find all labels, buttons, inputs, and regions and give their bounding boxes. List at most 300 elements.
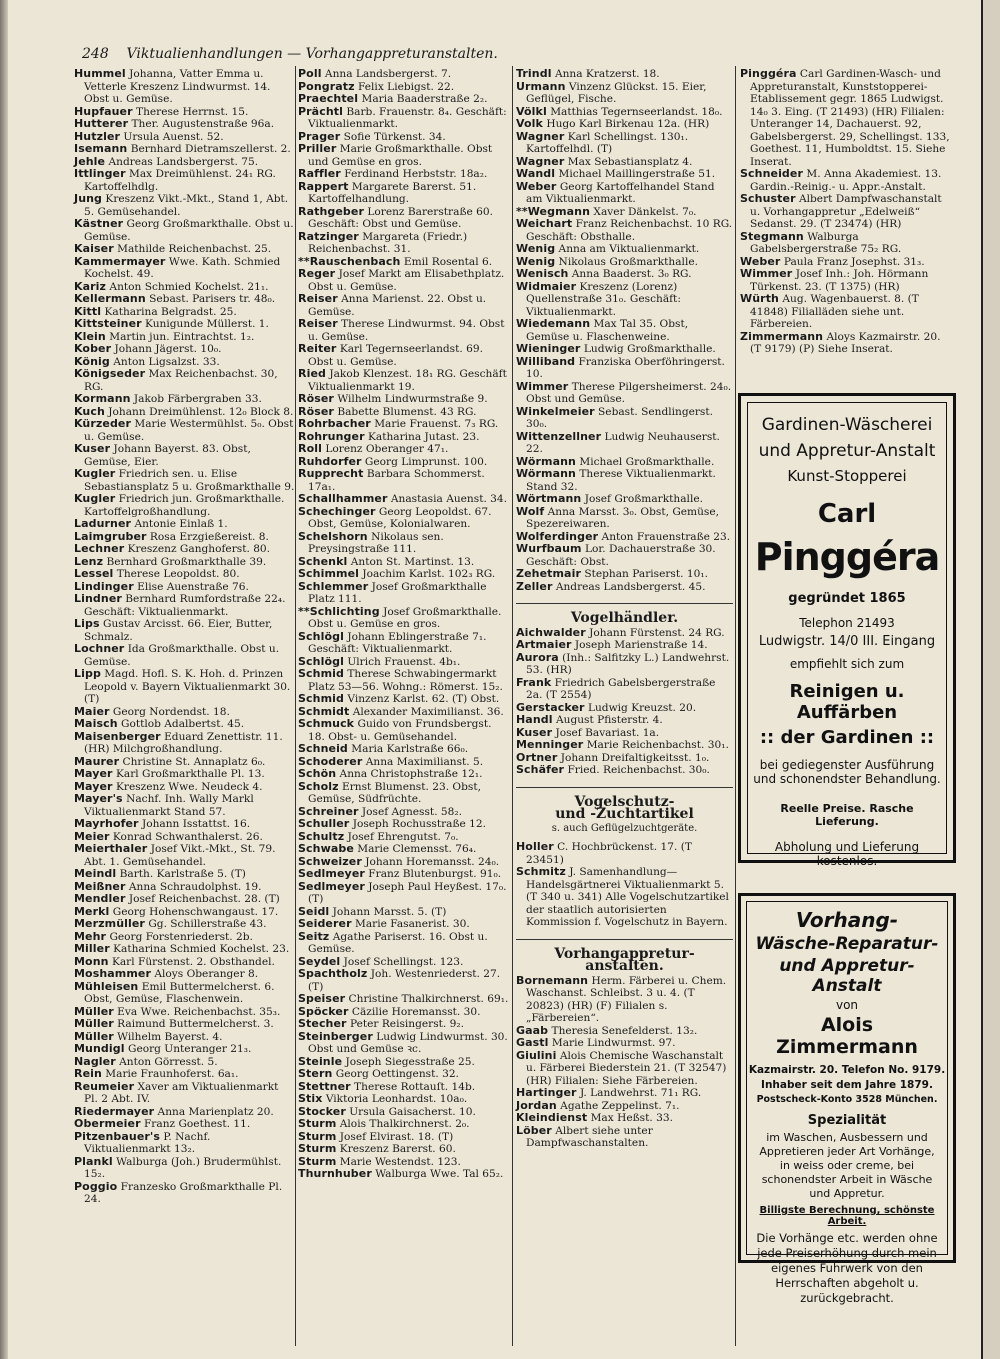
entry-details: Anna Baaderst. 3₀ RG. bbox=[568, 268, 692, 280]
directory-entry bbox=[74, 618, 295, 643]
entry-surname: Pongratz bbox=[298, 79, 355, 93]
ad-line: Billigste Berechnung, schönste Arbeit. bbox=[759, 1205, 935, 1227]
entry-surname: Wimmer bbox=[516, 379, 569, 393]
entry-surname: Müller bbox=[74, 1004, 114, 1018]
entry-details: Kreszenz Barerst. 60. bbox=[336, 1143, 456, 1155]
directory-entry bbox=[298, 606, 510, 631]
entry-surname: Steinberger bbox=[298, 1029, 373, 1043]
entry-surname: Rohrunger bbox=[298, 429, 365, 443]
entry-surname: Müller bbox=[74, 1017, 114, 1030]
directory-entry bbox=[516, 543, 733, 568]
entry-details: Anton Görresst. 5. bbox=[115, 1055, 218, 1068]
entry-surname: Kormann bbox=[74, 392, 131, 405]
entry-surname: Wenig bbox=[516, 254, 556, 268]
directory-entry bbox=[74, 731, 295, 756]
entry-surname: Schmitz bbox=[516, 865, 566, 878]
directory-entry bbox=[740, 193, 955, 231]
entry-surname: Scholz bbox=[298, 779, 339, 793]
entry-details: Jakob Färbergraben 33. bbox=[130, 393, 262, 405]
entry-surname: Stocker bbox=[298, 1104, 346, 1118]
entry-surname: Röser bbox=[298, 392, 334, 405]
entry-details: Joachim Karlst. 102₃ RG. bbox=[359, 568, 496, 580]
entry-surname: Schmid bbox=[298, 667, 344, 680]
directory-entry bbox=[74, 1056, 295, 1069]
entry-details: Ernst Blumenst. 23. Obst, Gemüse, Südfrüchte. bbox=[308, 780, 481, 805]
entry-surname: Rein bbox=[74, 1067, 102, 1080]
entry-surname: Ladurner bbox=[74, 517, 132, 530]
entry-surname: Kugler bbox=[74, 467, 116, 480]
entry-surname: Seiderer bbox=[298, 917, 352, 930]
section-title-line: anstalten. bbox=[585, 958, 664, 974]
entry-surname: Völkl bbox=[516, 104, 547, 118]
entry-details: Emil Rosental 6. bbox=[400, 255, 493, 268]
entry-surname: Kleindienst bbox=[516, 1111, 588, 1124]
entry-details: Christine St. Annaplatz 6₀. bbox=[119, 755, 266, 768]
entry-details: Anna Schraudolphst. 19. bbox=[125, 880, 262, 893]
directory-entry bbox=[298, 143, 510, 168]
entry-surname: Lochner bbox=[74, 642, 125, 655]
entry-surname: Kellermann bbox=[74, 292, 146, 305]
entry-details: Albert siehe unter Dampfwaschanstalten. bbox=[526, 1124, 653, 1149]
entry-details: Marie Fasanerist. 30. bbox=[351, 918, 470, 930]
entry-details: Theresia Senefelderst. 13₂. bbox=[548, 1024, 698, 1037]
entry-surname: Jehle bbox=[74, 154, 106, 168]
entry-surname: Hutzler bbox=[74, 129, 121, 143]
directory-entry bbox=[516, 975, 733, 1025]
entry-surname: Spachtholz bbox=[298, 967, 368, 980]
section-title-line: Vorhangappretur- bbox=[554, 945, 695, 962]
directory-entry bbox=[298, 268, 510, 293]
entry-details: Cäzilie Horemansst. 30. bbox=[348, 1005, 481, 1018]
entry-surname: Zehetmair bbox=[516, 567, 581, 580]
entry-surname: Praechtel bbox=[298, 92, 359, 105]
ad-line: Reelle Preise. Rasche Lieferung. bbox=[780, 802, 914, 828]
column-divider bbox=[512, 66, 513, 1346]
column-divider bbox=[735, 66, 736, 1346]
directory-entry bbox=[298, 531, 510, 556]
entry-surname: Rathgeber bbox=[298, 204, 364, 218]
entry-details: Margarete Barerst. 51. Kartoffelhandlung. bbox=[308, 180, 477, 205]
directory-entry bbox=[516, 1125, 733, 1150]
entry-surname: Plankl bbox=[74, 1154, 113, 1168]
entry-surname: Ortner bbox=[516, 750, 558, 764]
directory-entry bbox=[74, 493, 295, 518]
entry-surname: Rohrbacher bbox=[298, 417, 371, 430]
entry-surname: Kürzeder bbox=[74, 417, 132, 430]
entry-details: Marie Lindwurmst. 97. bbox=[548, 1037, 676, 1049]
ad-line: bei gediegenster Ausführung bbox=[759, 758, 935, 772]
directory-entry bbox=[298, 106, 510, 131]
entry-surname: Roll bbox=[298, 442, 322, 455]
entry-details: Anna Marsst. 3₀. Obst, Gemüse, Spezereiwaren. bbox=[526, 505, 719, 530]
entry-details: Therese Rottauſt. 14b. bbox=[350, 1080, 476, 1093]
entry-details: Alois Chemische Waschanstalt u. Färberei Biederstein 21. (T 32547) (HR) Filialen: Siehe Färbereien. bbox=[526, 1049, 727, 1087]
entry-details: Friedrich jun. Großmarkthalle. Kartoffelgroßhandlung. bbox=[84, 493, 285, 518]
entry-details: August Pfisterstr. 4. bbox=[552, 714, 663, 726]
entry-details: Raimund Buttermelcherst. 3. bbox=[113, 1018, 274, 1030]
directory-entry bbox=[74, 318, 295, 331]
entry-details: Gg. Schillerstraße 43. bbox=[144, 918, 267, 930]
entry-surname: Wenig bbox=[516, 242, 556, 255]
directory-entry bbox=[74, 418, 295, 443]
entry-surname: Schlögl bbox=[298, 654, 344, 668]
entry-surname: Pinggéra bbox=[740, 67, 797, 80]
entry-details: Georg Unteranger 21₃. bbox=[124, 1043, 252, 1055]
entry-surname: Sedlmeyer bbox=[298, 867, 365, 880]
entry-details: Ursula Gaisacherst. 10. bbox=[345, 1105, 476, 1118]
vogelschutz-entries bbox=[516, 841, 733, 929]
entry-surname: Bornemann bbox=[516, 973, 589, 987]
entry-surname: Priller bbox=[298, 142, 337, 155]
vorhang-entries bbox=[516, 975, 733, 1150]
entry-details: Barb. Frauenstr. 8₄. Geschäft: Viktualienmarkt. bbox=[308, 105, 507, 130]
entry-details: Johann Horemansst. 24₀. bbox=[361, 855, 500, 868]
entry-details: Anton Schmied Kochelst. 21₁. bbox=[106, 280, 269, 293]
directory-entry bbox=[74, 443, 295, 468]
entry-details: Michael Maillingerstraße 51. bbox=[555, 168, 716, 180]
entry-surname: Gastl bbox=[516, 1036, 549, 1049]
entry-surname: Prächtl bbox=[298, 104, 343, 118]
entry-surname: Kittsteiner bbox=[74, 317, 142, 330]
entry-surname: Gerstacker bbox=[516, 700, 585, 714]
entry-surname: Miller bbox=[74, 942, 110, 955]
ad-line: und Appretur-Anstalt bbox=[758, 441, 936, 461]
entry-details: Elise Auenstraße 76. bbox=[133, 580, 249, 593]
entry-details: Barbara Schommerst. 17a₁. bbox=[308, 468, 485, 493]
entry-surname: Wittenzellner bbox=[516, 429, 602, 443]
directory-entry bbox=[74, 1081, 295, 1106]
section-rule bbox=[516, 939, 733, 940]
entry-surname: Aichwalder bbox=[516, 625, 586, 639]
entry-surname: Ittlinger bbox=[74, 167, 126, 180]
entry-details: Karl Schellingst. 130₁. Kartoffelhdl. (T) bbox=[526, 130, 689, 155]
entry-details: Ida Großmarkthalle. Obst u. Gemüse. bbox=[84, 643, 280, 668]
entry-surname: Lenz bbox=[74, 554, 104, 568]
entry-details: Johann Dreimühlenst. 12₀ Block 8. bbox=[104, 405, 294, 418]
entry-surname: Merkl bbox=[74, 904, 110, 918]
entry-surname: Mayrhofer bbox=[74, 817, 139, 830]
entry-surname: Schuster bbox=[740, 192, 796, 205]
entry-details: Georg Kartoffelhandel Stand am Viktualienmarkt. bbox=[526, 180, 715, 205]
entry-surname: Schallhammer bbox=[298, 492, 388, 505]
entry-details: Babette Blumenst. 43 RG. bbox=[333, 405, 477, 418]
entry-details: Ulrich Frauenst. 4b₁. bbox=[343, 655, 461, 668]
entry-details: Bernhard Großmarkthalle 39. bbox=[103, 555, 267, 568]
entry-details: Vinzenz Karlst. 62. (T) Obst. bbox=[343, 693, 500, 705]
entry-details: Anna Maximilianst. 5. bbox=[362, 755, 484, 768]
directory-entry bbox=[74, 793, 295, 818]
entry-details: Anna Marienplatz 20. bbox=[154, 1105, 274, 1118]
entry-details: J. Samenhandlung—Handelsgärtnerei Viktualienmarkt 5. (T 340 u. 341) Alle Vogelschutzartikel der staatlich autorisierten Kommission f. Vogelschutz in Bayern. bbox=[526, 866, 729, 928]
entry-details: Max Reichenbachst. 30, RG. bbox=[84, 368, 278, 393]
entry-surname: Trindl bbox=[516, 67, 552, 80]
directory-entry bbox=[298, 231, 510, 256]
entry-details: Magd. Hofl. S. K. Hoh. d. Prinzen Leopold v. Bayern Viktualienmarkt 30. (T) bbox=[84, 668, 291, 705]
entry-surname: Wörtmann bbox=[516, 492, 582, 505]
entry-surname: Zeller bbox=[516, 579, 553, 593]
entry-details: Alexander Maximilianst. 36. bbox=[349, 705, 504, 718]
entry-details: Joseph Rochusstraße 12. bbox=[349, 818, 487, 830]
ad-line: Postscheck-Konto 3528 München. bbox=[756, 1094, 938, 1105]
entry-surname: Kariz bbox=[74, 279, 107, 293]
entry-surname: Schmuck bbox=[298, 717, 355, 730]
entry-surname: Poll bbox=[298, 67, 322, 80]
entry-details: Maria Karlstraße 66₀. bbox=[347, 743, 469, 755]
entry-surname: Weichart bbox=[516, 217, 573, 230]
entry-surname: Wenisch bbox=[516, 267, 569, 280]
entry-surname: Gaab bbox=[516, 1023, 549, 1037]
directory-entry bbox=[298, 368, 510, 393]
entry-details: Andreas Landsbergerst. 75. bbox=[105, 155, 259, 168]
entry-details: Ther. Augustenstraße 96a. bbox=[128, 118, 275, 130]
entry-details: Max Tal 35. Obst, Gemüse u. Flaschenweine. bbox=[526, 318, 689, 343]
directory-entry bbox=[516, 318, 733, 343]
entry-details: Franz Reichenbachst. 10 RG. Geschäft: Obsthalle. bbox=[526, 218, 733, 243]
entry-surname: Lips bbox=[74, 617, 100, 630]
entry-details: Georg Forstenriederst. 2b. bbox=[106, 930, 253, 943]
entry-details: Ferdinand Herbststr. 18a₂. bbox=[340, 168, 488, 180]
entry-surname: Ratzinger bbox=[298, 229, 359, 243]
entry-surname: Hupfauer bbox=[74, 104, 133, 118]
entry-details: Christine Thalkirchnerst. 69₁. bbox=[345, 993, 509, 1005]
entry-surname: Raffler bbox=[298, 167, 341, 180]
entry-surname: Stix bbox=[298, 1092, 323, 1105]
entry-surname: **Rauschenbach bbox=[298, 254, 401, 268]
section-title-vorhang bbox=[516, 945, 733, 974]
entry-details: Barth. Karlstraße 5. (T) bbox=[116, 868, 246, 880]
entry-details: Guido von Frundsbergst. 18. Obst- u. Gemüsehandel. bbox=[308, 718, 492, 743]
directory-entry bbox=[516, 131, 733, 156]
entry-details: Kreszenz Ganghoferst. 80. bbox=[124, 543, 271, 555]
entry-details: Georg Leopoldst. 67. Obst, Gemüse, Kolonialwaren. bbox=[308, 505, 492, 530]
ad-line: Kazmairstr. 20. Telefon No. 9179. bbox=[748, 1064, 946, 1076]
entry-surname: Thurnhuber bbox=[298, 1167, 372, 1180]
entry-surname: Isemann bbox=[74, 142, 128, 155]
directory-entry bbox=[298, 318, 510, 343]
entry-details: Hugo Karl Birkenau 12a. (HR) bbox=[542, 118, 710, 130]
entry-surname: Maier bbox=[74, 704, 110, 718]
entry-details: Wilhelm Lindwurmstraße 9. bbox=[333, 393, 488, 405]
entry-details: Franzesko Großmarkthalle Pl. 24. bbox=[84, 1180, 283, 1205]
entry-surname: Steinle bbox=[298, 1054, 343, 1068]
entry-surname: Hutterer bbox=[74, 117, 129, 130]
entry-details: Walburga (Joh.) Brudermühlst. 15₂. bbox=[84, 1155, 282, 1180]
entry-details: Marie Westendst. 123. bbox=[336, 1155, 461, 1168]
directory-entry bbox=[298, 1031, 510, 1056]
entry-surname: Mayer bbox=[74, 779, 113, 793]
vogelhaendler-entries bbox=[516, 627, 733, 777]
advertisement-zimmermann bbox=[738, 893, 956, 1305]
entry-details: Matthias Tegernseerlandst. 18₀. bbox=[546, 105, 723, 118]
directory-entry bbox=[516, 218, 733, 243]
entry-details: Sebast. Sendlingerst. 30₀. bbox=[526, 405, 713, 430]
entry-details: Anna Landsbergerst. 7. bbox=[321, 68, 452, 80]
entry-details: Konrad Schwanthalerst. 26. bbox=[109, 830, 263, 843]
ad-line: und Appretur-Anstalt bbox=[779, 956, 915, 996]
entry-details: Ludwig Großmarkthalle. bbox=[580, 343, 716, 355]
directory-entry bbox=[74, 168, 295, 193]
entry-surname: Weber bbox=[516, 179, 557, 193]
next-page-edge bbox=[981, 0, 1000, 1359]
directory-entry bbox=[516, 493, 733, 506]
page-number: 248 bbox=[82, 46, 109, 62]
entry-surname: Würth bbox=[740, 292, 779, 305]
entry-details: Anna Christophstraße 12₁. bbox=[336, 768, 483, 780]
entry-details: Nachf. Inh. Wally Markl Viktualienmarkt Stand 57. bbox=[84, 793, 254, 818]
entry-details: Ludwig Neuhauserst. 22. bbox=[526, 430, 720, 455]
directory-entry bbox=[516, 81, 733, 106]
entry-details: Joseph Paul Heyßest. 17₀. (T) bbox=[308, 880, 507, 905]
entry-details: Therese Viktualienmarkt. Stand 32. bbox=[526, 468, 716, 493]
entry-surname: Sturm bbox=[298, 1154, 337, 1168]
directory-entry bbox=[516, 506, 733, 531]
entry-details: Margareta (Friedr.) Reichenbachst. 31. bbox=[308, 230, 468, 255]
entry-surname: Wimmer bbox=[740, 267, 793, 280]
entry-surname: Speiser bbox=[298, 992, 346, 1005]
entry-surname: Schön bbox=[298, 767, 337, 780]
entry-details: Josef Markt am Elisabethplatz. Obst u. Gemüse. bbox=[308, 268, 505, 293]
entry-surname: Kuser bbox=[516, 725, 553, 739]
directory-entry bbox=[74, 393, 295, 406]
entry-details: Johann Marsst. 5. (T) bbox=[329, 905, 447, 918]
entry-surname: Widmaier bbox=[516, 279, 577, 293]
entry-surname: Kugler bbox=[74, 492, 116, 505]
section-rule bbox=[516, 787, 733, 788]
entry-surname: Kästner bbox=[74, 217, 124, 230]
directory-entry bbox=[74, 1181, 295, 1206]
entry-surname: Monn bbox=[74, 954, 109, 968]
page-header bbox=[82, 46, 498, 62]
entry-surname: Stern bbox=[298, 1067, 333, 1080]
entry-surname: Weber bbox=[740, 254, 781, 268]
entry-details: Aloys Kazmairstr. 20. (T 9179) (P) Siehe Inserat. bbox=[750, 330, 941, 355]
entry-details: Johann Dreifaltigkeitsst. 1₀. bbox=[557, 751, 710, 764]
ad-line: Vorhang- bbox=[795, 908, 899, 932]
entry-details: Peter Reisingerst. 9₂. bbox=[346, 1018, 465, 1030]
entry-details: Josef Elvirast. 18. (T) bbox=[336, 1130, 454, 1143]
entry-surname: Handl bbox=[516, 713, 553, 726]
directory-entry bbox=[298, 181, 510, 206]
entry-surname: Schweizer bbox=[298, 854, 362, 868]
directory-entry bbox=[298, 1081, 510, 1094]
directory-entry bbox=[298, 431, 510, 444]
column-4 bbox=[740, 68, 955, 356]
directory-entry bbox=[298, 668, 510, 693]
entry-details: (Inh.: Salfitzky L.) Landwehrst. 53. (HR) bbox=[526, 651, 730, 676]
entry-surname: Schwabe bbox=[298, 842, 354, 855]
entry-details: Anton St. Martinst. 13. bbox=[347, 555, 475, 568]
entry-details: Marie Großmarkthalle. Obst und Gemüse en gros. bbox=[308, 143, 493, 168]
entry-surname: Seitz bbox=[298, 929, 330, 943]
entry-surname: Pitzenbauer's bbox=[74, 1129, 161, 1143]
directory-entry bbox=[74, 843, 295, 868]
entry-surname: Meißner bbox=[74, 879, 126, 893]
entry-surname: Schmid bbox=[298, 692, 344, 705]
entry-surname: Moshammer bbox=[74, 967, 152, 980]
entry-surname: Spöcker bbox=[298, 1004, 349, 1018]
column-3 bbox=[516, 68, 733, 1150]
section-title-vogelschutz bbox=[516, 793, 733, 822]
entry-surname: Reiser bbox=[298, 317, 338, 330]
entry-surname: Schelshorn bbox=[298, 529, 368, 543]
directory-entry bbox=[298, 206, 510, 231]
entry-details: Anton Ligsalzst. 33. bbox=[109, 355, 220, 368]
entry-details: Josef Großmarkthalle. Obst u. Gemüse en gros. bbox=[308, 605, 502, 630]
directory-entry bbox=[740, 68, 955, 168]
entry-details: Georg Großmarkthalle. Obst u. Gemüse. bbox=[84, 218, 294, 243]
entry-details: Georg Nordendst. 18. bbox=[109, 705, 230, 718]
entry-surname: Frank bbox=[516, 675, 552, 689]
ad-line: und schonendster Behandlung. bbox=[753, 772, 941, 786]
entry-details: Andreas Landsbergerst. 45. bbox=[552, 580, 706, 593]
entry-details: C. Hochbrückenst. 17. (T 23451) bbox=[526, 841, 692, 866]
entry-details: Albert Dampfwaschanstalt u. Vorhangappretur „Edelweiß“ Sedanst. 29. (T 23474) (HR) bbox=[750, 193, 942, 230]
entry-surname: Stettner bbox=[298, 1079, 351, 1093]
entry-surname: Maurer bbox=[74, 754, 120, 768]
directory-entry bbox=[516, 106, 733, 119]
directory-entry bbox=[516, 406, 733, 431]
directory-entry bbox=[74, 218, 295, 243]
entry-surname: Rappert bbox=[298, 179, 349, 193]
directory-entry bbox=[516, 677, 733, 702]
entry-surname: Kuch bbox=[74, 404, 105, 418]
entry-details: Johann Fürstenst. 24 RG. bbox=[585, 626, 725, 639]
entry-surname: Kuser bbox=[74, 442, 111, 455]
entry-details: Katharina Schmied Kochelst. 23. bbox=[109, 943, 290, 955]
entry-details: Nikolaus Großmarkthalle. bbox=[555, 255, 698, 268]
entry-details: Friedrich Gabelsbergerstraße 2a. (T 2554) bbox=[526, 676, 716, 701]
directory-entry bbox=[298, 881, 510, 906]
entry-details: Max Heßst. 33. bbox=[587, 1112, 673, 1124]
entry-surname: Williband bbox=[516, 354, 576, 368]
directory-entry bbox=[74, 68, 295, 106]
entry-details: Kreszenz (Lorenz) Quellenstraße 31₀. Geschäft: Viktualienmarkt. bbox=[526, 280, 681, 318]
entry-details: Anton Frauenstraße 23. bbox=[598, 530, 731, 543]
entry-surname: Kammermayer bbox=[74, 254, 166, 268]
entry-surname: Schultz bbox=[298, 829, 345, 843]
entry-surname: Lessel bbox=[74, 567, 114, 580]
entry-surname: Schmidt bbox=[298, 704, 350, 718]
entry-details: Johann Jägerst. 10₀. bbox=[111, 343, 222, 355]
entry-surname: Obermeier bbox=[74, 1117, 141, 1130]
directory-entry bbox=[298, 581, 510, 606]
entry-details: M. Anna Akademiest. 13. Gardin.-Reinig.- u. Appr.-Anstalt. bbox=[750, 168, 942, 193]
entry-details: Joseph Siegesstraße 25. bbox=[342, 1055, 475, 1068]
entry-surname: Poggio bbox=[74, 1179, 118, 1193]
section-title-line: Vogelschutz- bbox=[574, 793, 675, 810]
entry-surname: Lechner bbox=[74, 542, 125, 555]
entry-details: Walburga Gabelsbergerstraße 75₂ RG. bbox=[750, 230, 902, 255]
entry-details: Georg Limprunst. 100. bbox=[361, 455, 488, 468]
ad-line: im Waschen, Ausbessern und Appretieren jeder Art Vorhänge, in weiss oder creme, bei schonendster Arbeit in Wäsche und Appretur. bbox=[759, 1131, 935, 1200]
entry-details: Marie Reichenbachst. 30₁. bbox=[583, 739, 729, 751]
entry-details: Katharina Jutast. 23. bbox=[364, 430, 480, 443]
directory-entry bbox=[740, 168, 955, 193]
entry-surname: Mendler bbox=[74, 892, 126, 905]
entry-surname: Mundigl bbox=[74, 1042, 125, 1055]
column-2 bbox=[298, 68, 510, 1181]
entry-details: Anna Marienst. 22. Obst u. Gemüse. bbox=[308, 293, 487, 318]
directory-entry bbox=[74, 256, 295, 281]
entry-surname: Schreiner bbox=[298, 804, 359, 818]
entry-surname: Reiser bbox=[298, 292, 338, 305]
entry-details: Aug. Wagenbauerst. 8. (T 41848) Filialläden siehe unt. Färbereien. bbox=[750, 293, 919, 330]
entry-surname: Sturm bbox=[298, 1142, 337, 1155]
entry-details: Bernhard Dietramszellerst. 2. bbox=[127, 143, 291, 155]
entry-details: Herm. Färberei u. Chem. Waschanst. Schleibst. 3 u. 4. (T 20823) (HR) (F) Filialen s. „Färbereien“. bbox=[526, 974, 727, 1024]
directory-entry bbox=[74, 918, 295, 931]
entry-surname: Lipp bbox=[74, 667, 101, 680]
